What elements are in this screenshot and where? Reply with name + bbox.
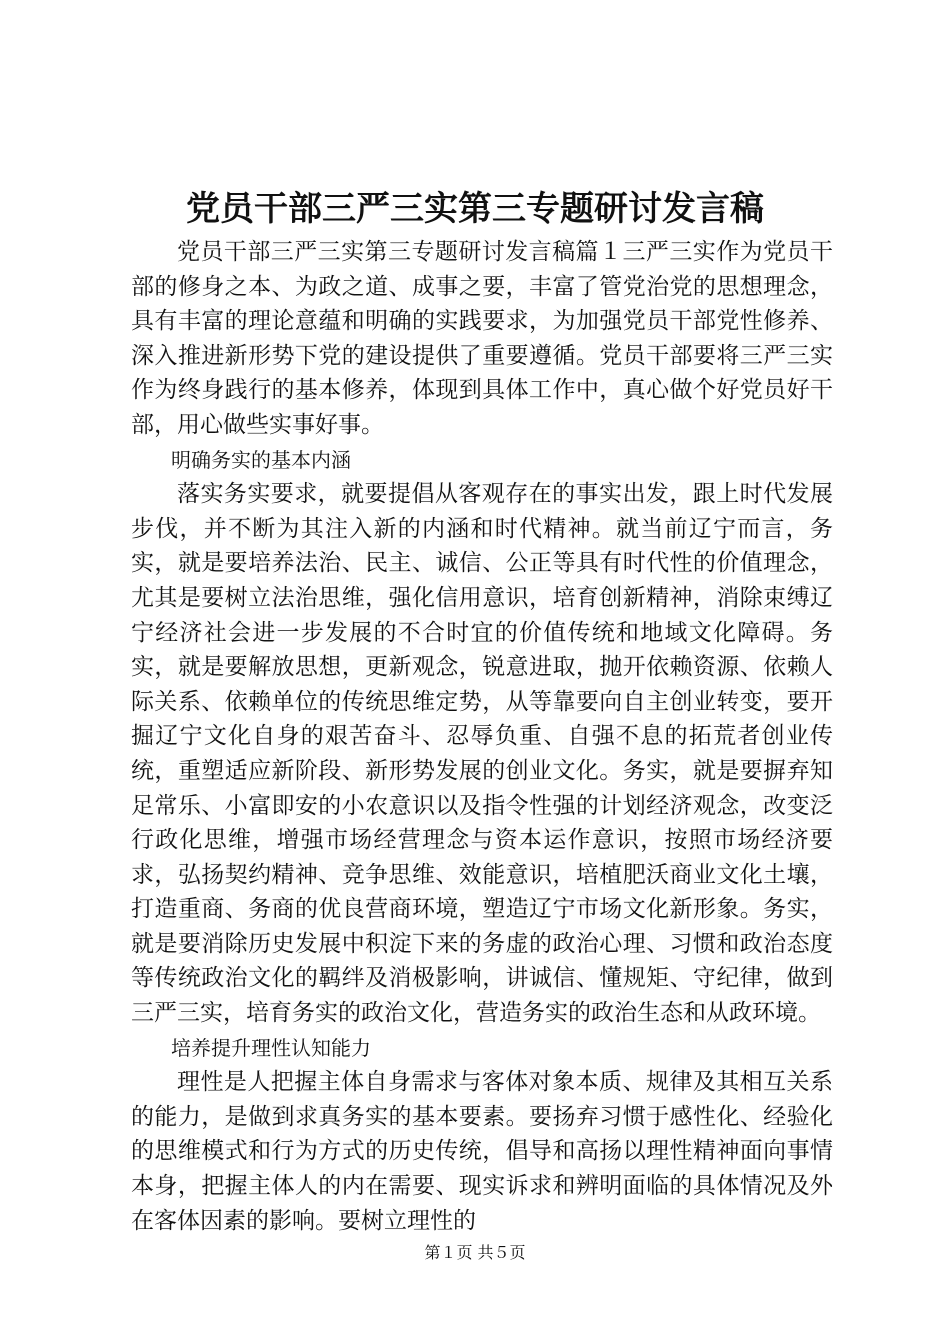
- paragraph-intro: 党员干部三严三实第三专题研讨发言稿篇１三严三实作为党员干部的修身之本、为政之道、成事之要，丰富了管党治党的思想理念，具有丰富的理论意蕴和明确的实践要求，为加强党员干部党性修养、深入推进新形势下党的建设提供了重要遵循。党员干部要将三严三实作为终身践行的基本修养，体现到具体工作中，真心做个好党员好干部，用心做些实事好事。: [131, 239, 833, 438]
- page-footer: 第１页 共５页: [424, 1243, 526, 1262]
- document-title: 党员干部三严三实第三专题研讨发言稿: [186, 189, 764, 229]
- document-body: [131, 235, 833, 1238]
- section-heading-2: 培养提升理性认知能力: [171, 1035, 371, 1060]
- paragraph-section-2: 理性是人把握主体自身需求与客体对象本质、规律及其相互关系的能力，是做到求真务实的基本要素。要扬弃习惯于感性化、经验化的思维模式和行为方式的历史传统，倡导和高扬以理性精神面向事情本身，把握主体人的内在需要、现实诉求和辨明面临的具体情况及外在客体因素的影响。要树立理性的: [131, 1069, 833, 1234]
- section-heading-1: 明确务实的基本内涵: [171, 447, 351, 472]
- paragraph-section-1: 落实务实要求，就要提倡从客观存在的事实出发，跟上时代发展步伐，并不断为其注入新的内涵和时代精神。就当前辽宁而言，务实，就是要培养法治、民主、诚信、公正等具有时代性的价值理念，尤其是要树立法治思维，强化信用意识，培育创新精神，消除束缚辽宁经济社会进一步发展的不合时宜的价值传统和地域文化障碍。务实，就是要解放思想，更新观念，锐意进取，抛开依赖资源、依赖人际关系、依赖单位的传统思维定势，从等靠要向自主创业转变，要开掘辽宁文化自身的艰苦奋斗、忍辱负重、自强不息的拓荒者创业传统，重塑适应新阶段、新形势发展的创业文化。务实，就是要摒弃知足常乐、小富即安的小农意识以及指令性强的计划经济观念，改变泛行政化思维，增强市场经营理念与资本运作意识，按照市场经济要求，弘扬契约精神、竞争思维、效能意识，培植肥沃商业文化土壤，打造重商、务商的优良营商环境，塑造辽宁市场文化新形象。务实，就是要消除历史发展中积淀下来的务虚的政治心理、习惯和政治态度等传统政治文化的羁绊及消极影响，讲诚信、懂规矩、守纪律，做到三严三实，培育务实的政治文化，营造务实的政治生态和从政环境。: [131, 481, 833, 1027]
